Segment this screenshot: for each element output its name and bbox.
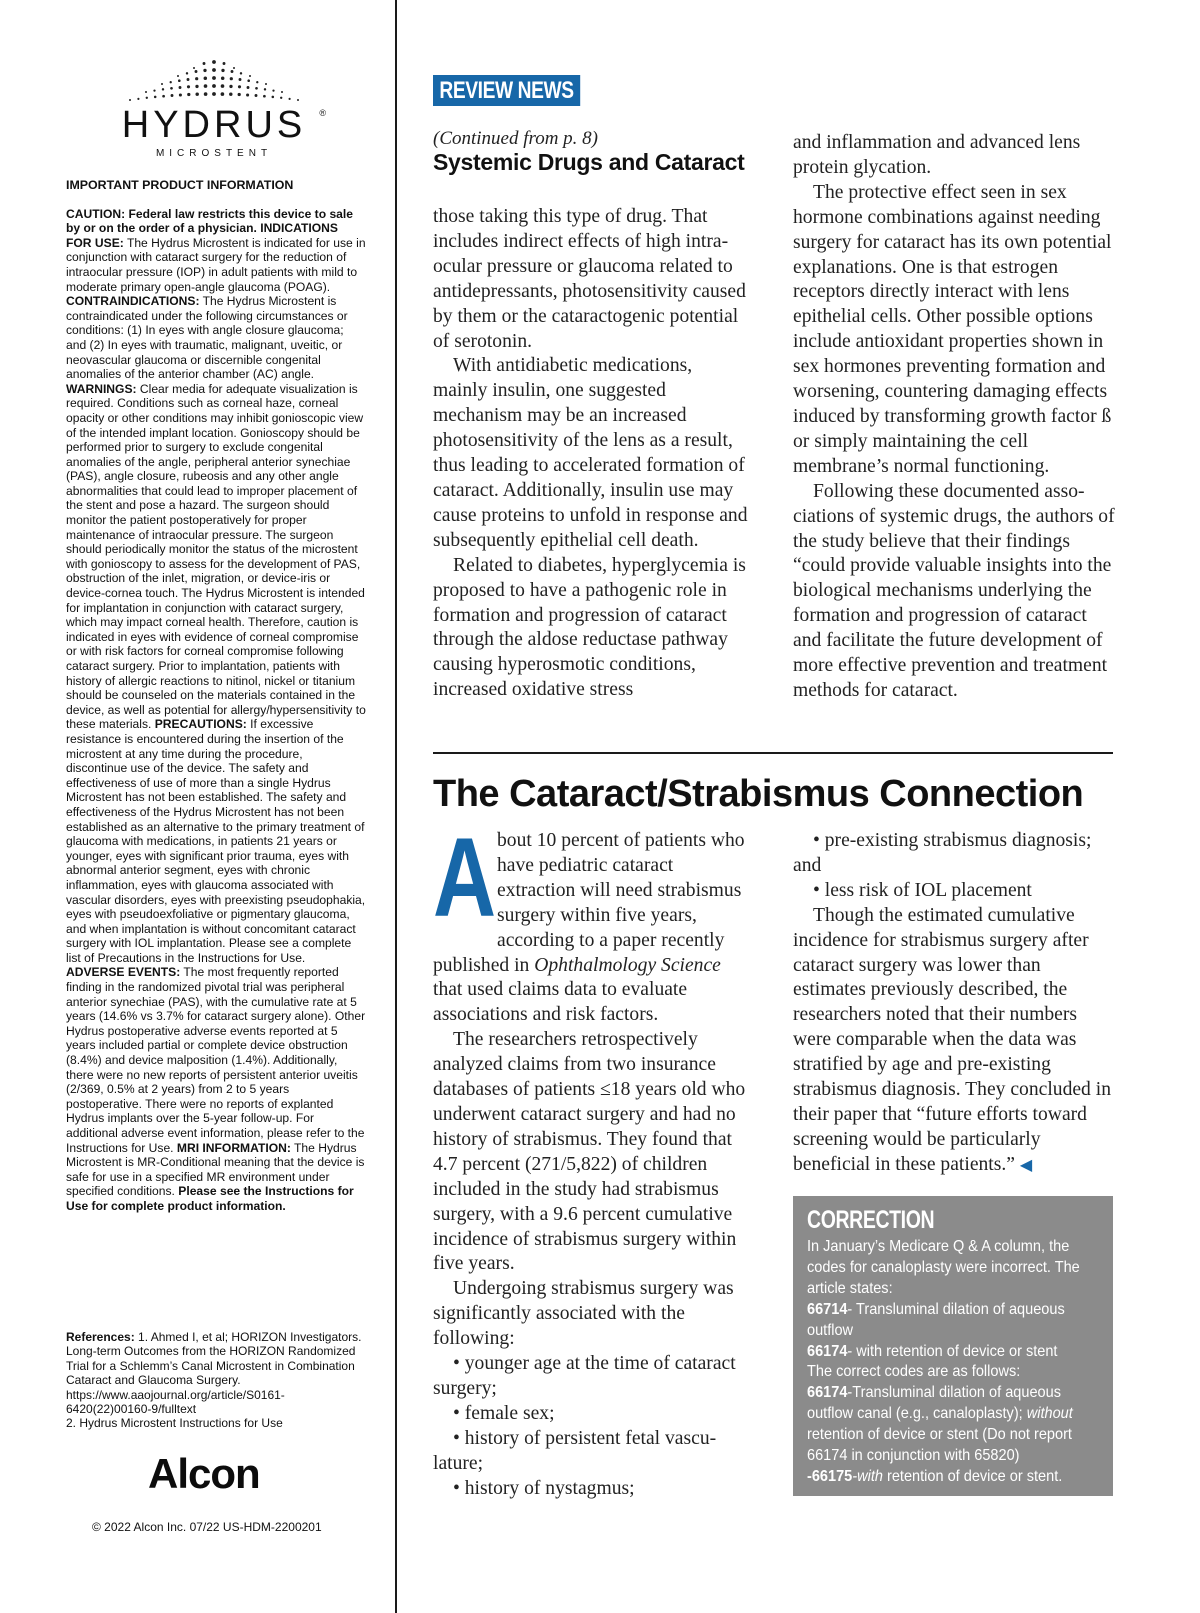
- paragraph: The researchers retrospectively analyzed claims from two insurance databases of patients ≤18 years old who underwent cataract surgery and had no history of strabismus. They found that 4.7 percent (271/5,822) of children included in the study had strabismus surgery, with a 9.6 percent cumulative incidence of strabismus surgery within five years.: [433, 1029, 746, 1275]
- logo-subtitle: MICROSTENT: [155, 148, 273, 159]
- logo-dot-arc-icon: [96, 56, 332, 106]
- code: -66175: [807, 1467, 853, 1485]
- list-item: • history of persistent fetal vasculature;: [433, 1427, 717, 1474]
- paragraph: [793, 904, 1116, 1179]
- correction-intro: In January’s Medicare Q & A column, the codes for canaloplasty were incorrect. The article states:: [807, 1238, 1080, 1297]
- code-line: [807, 1300, 1098, 1342]
- isi-text: If excessive resistance is encountered during the insertion of the microstent at any time during the procedure, discontinue use of the device. The safety and effectiveness of use of more than a single Hydrus Microstent has not been established. The safety and effectiveness of the Hydrus Microstent has not been established as an alternative to the primary treatment of glaucoma with medications, in patients 21 years or younger, eyes with significant prior trauma, eyes with abnormal anterior segment, eyes with chronic inflammation, eyes with glaucoma associated with vascular disorders, eyes with preexisting pseudophakia, eyes with pseudoexfoliative or pigmentary glaucoma, and when implantation is without concomitant cataract surgery with IOL implantation. Please see a complete list of Precautions in the Instructions for Use.: [66, 717, 366, 965]
- isi-label: ADVERSE EVENTS:: [66, 965, 181, 980]
- isi-text: The most frequently reported finding in the randomized pivotal trial was peripheral anterior synechiae (PAS), with the cumulative rate at 5 years (14.6% vs 3.7% for cataract surgery alone). Other Hydrus postoperative adverse events reported at 5 years included partial or complete device obstruction (8.4%) and device malposition (1.4%). Additionally, there were no new reports of persistent anterior uveitis (2/369, 0.5% at 2 years) from 2 to 5 years postoperative. There were no reports of explanted Hydrus implants over the 5-year follow-up. For additional adverse event information, please refer to the Instructions for Use.: [66, 965, 366, 1155]
- journal-name: Ophthalmology Science: [534, 954, 721, 976]
- isi-label: CONTRAINDICATIONS:: [66, 294, 200, 309]
- ad-sidebar: [0, 0, 396, 1613]
- correction-body: [807, 1237, 1098, 1488]
- list-item: • younger age at the time of cataract surgery;: [433, 1353, 736, 1399]
- correction-box: [793, 1196, 1113, 1496]
- code: 66174: [807, 1384, 848, 1402]
- closing-text: Though the estimated cumulative incidence for strabismus surgery after cataract surgery was lower than estimates previously described, the researchers noted that their numbers were comparable when the data was stratified by age and pre-existing strabismus diagnosis. They concluded in their paper that “future efforts toward screening would be particularly beneficial in these patients.”: [793, 904, 1111, 1175]
- isi-heading: IMPORTANT PRODUCT INFORMATION: [66, 178, 294, 192]
- column-divider: [395, 0, 397, 1613]
- paragraph: Undergoing strabismus surgery was significantly associated with the following:: [433, 1278, 734, 1350]
- code-line: [807, 1342, 1098, 1363]
- article-title: The Cataract/Strabismus Connection: [433, 773, 1084, 815]
- code-text: retention of device or stent (Do not report 66174 in conjunction with 65820): [807, 1426, 1072, 1465]
- code-text: -Transluminal dilation of aqueous outflow canal (e.g., canaloplasty);: [807, 1384, 1061, 1423]
- copyright: © 2022 Alcon Inc. 07/22 US-HDM-2200201: [92, 1520, 322, 1534]
- end-mark-icon: ◀: [1019, 1156, 1033, 1174]
- isi-text: Clear media for adequate visualization is required. Conditions such as corneal haze, corneal opacity or other conditions may inhibit gonioscopic view of the intended implant location. Gonioscopy should be performed prior to surgery to exclude congenital anomalies of the angle, peripheral anterior synechiae (PAS), angle closure, rubeosis and any other angle abnormalities that could lead to improper placement of the stent and pose a hazard. The surgeon should monitor the patient postoperatively for proper maintenance of intraocular pressure. The surgeon should periodically monitor the status of the microstent with gonioscopy to assess for the development of PAS, obstruction of the inlet, migration, or device-iris or device-cornea touch. The Hydrus Microstent is intended for implantation in conjunction with cataract surgery, which may impact corneal health. Therefore, caution is indicated in eyes with evidence of corneal compromise or with risk factors for corneal compromise following cataract surgery. Prior to implantation, patients with history of allergic reactions to nitinol, nickel or titanium should be counseled on the materials contained in the device, as well as potential for allergy/hypersensitivity to these materials.: [66, 381, 366, 732]
- correct-intro: The correct codes are as follows:: [807, 1363, 1021, 1381]
- isi-label: Please see the Instructions for Use for complete product information.: [66, 1184, 354, 1213]
- code-line: [807, 1383, 1098, 1467]
- alcon-logo: Alcon: [148, 1450, 260, 1497]
- list-item: • less risk of IOL placement: [813, 879, 1032, 901]
- lead-text: bout 10 percent of patients who have pediatric cataract extraction will need strabismus surgery within five years, according to a paper recently published in: [433, 830, 745, 976]
- isi-body: [66, 207, 366, 1214]
- correction-title: CORRECTION: [807, 1206, 935, 1234]
- code-line: [807, 1467, 1098, 1488]
- isi-label: INDICATIONS FOR USE:: [66, 221, 338, 250]
- paragraph: The protective effect seen in sex hormone combinations against needing surgery for cataract has its own potential explanations. One is that estrogen receptors directly interact with lens epithelial cells. Other possible options include antioxidant properties shown in sex hormones preventing formation and worsening, countering damaging effects induced by transforming growth factor ß or simply maintaining the cell membrane’s normal functioning.: [793, 181, 1112, 477]
- isi-text: The Hydrus Microstent is MR-Conditional meaning that the device is safe for use in a specified MR environment under specified conditions.: [66, 1140, 365, 1199]
- continued-line: (Continued from p. 8): [433, 128, 599, 149]
- references: [66, 1330, 366, 1431]
- code-emphasis: without: [1026, 1405, 1073, 1423]
- article2-column-1: [433, 815, 751, 1501]
- isi-label: MRI INFORMATION:: [173, 1140, 291, 1155]
- code: 66174: [807, 1342, 848, 1360]
- isi-label: CAUTION: Federal law restricts this device to sale by or on the order of a physician.: [66, 206, 353, 236]
- paragraph: Following these documented associations of systemic drugs, the authors of the study believe that their findings “could provide valuable insights into the biological mechanisms underlying the formation and progression of cataract and facilitate the future development of more effective prevention and treatment methods for cataract.: [793, 480, 1115, 701]
- registered-mark: ®: [319, 108, 326, 118]
- article1-column-2: [793, 131, 1116, 704]
- lead-paragraph: [433, 815, 751, 1028]
- paragraph: and inflammation and advanced lens protein glycation.: [793, 132, 1081, 178]
- hydrus-logo: [96, 56, 332, 160]
- list-item: • female sex;: [453, 1402, 555, 1424]
- isi-label: WARNINGS:: [66, 381, 137, 396]
- code-text: - Transluminal dilation of aqueous outflow: [807, 1300, 1065, 1339]
- list-item: • history of nystagmus;: [453, 1477, 635, 1499]
- paragraph: Related to diabetes, hyperglycemia is proposed to have a pathogenic role in formation and progression of cataract through the aldose reductase pathway causing hyperosmotic conditions, increased oxidative stress: [433, 554, 746, 701]
- lead-text-end: that used claims data to evaluate associations and risk factors.: [433, 979, 688, 1026]
- article-title: Systemic Drugs and Cataract: [433, 149, 745, 175]
- reference-2: 2. Hydrus Microstent Instructions for Use: [66, 1416, 283, 1431]
- code: 66714: [807, 1300, 848, 1318]
- reference-1: 1. Ahmed I, et al; HORIZON Investigators. Long-term Outcomes from the HORIZON Randomized Trial for a Schlemm’s Canal Microstent in Combination Cataract and Glaucoma Surgery. https://www.aaojournal.org/article/S0161-6420(22)00160-9/fulltext: [66, 1330, 362, 1417]
- logo-wordmark: HYDRUS: [121, 104, 307, 146]
- article1-column-1: [433, 205, 751, 703]
- article2-column-2: [793, 829, 1116, 1179]
- section-badge: REVIEW NEWS: [433, 75, 580, 106]
- isi-text: The Hydrus Microstent is indicated for use in conjunction with cataract surgery for the reduction of intraocular pressure (IOP) in adult patients with mild to moderate primary open-angle glaucoma (POAG).: [66, 235, 366, 294]
- list-item: • pre-existing strabismus diagnosis; and: [793, 830, 1092, 876]
- paragraph: With antidiabetic medications, mainly insulin, one suggested mechanism may be an increased photosensitivity of the lens as a result, thus leading to accelerated formation of cataract. Additionally, insulin use may cause proteins to unfold in response and subsequently epithelial cell death.: [433, 355, 748, 551]
- drop-cap: A: [433, 815, 497, 940]
- important-product-information: [66, 178, 366, 1214]
- code-emphasis: -with: [852, 1467, 883, 1485]
- isi-label: PRECAUTIONS:: [151, 717, 247, 732]
- section-divider: [433, 752, 1113, 754]
- references-label: References:: [66, 1330, 135, 1344]
- code-text: retention of device or stent.: [882, 1467, 1063, 1485]
- code-text: - with retention of device or stent: [847, 1342, 1058, 1360]
- isi-text: The Hydrus Microstent is contraindicated under the following circumstances or conditions: (1) In eyes with angle closure glaucoma; and (2) In eyes with traumatic, malignant, uveitic, or neovascular glaucoma or discernible congenital anomalies of the anterior chamber (AC) angle.: [66, 294, 348, 382]
- paragraph: those taking this type of drug. That includes indirect effects of high intraocular pressure or glaucoma related to antidepressants, photosensitivity caused by them or the cataractogenic potential of serotonin.: [433, 206, 746, 352]
